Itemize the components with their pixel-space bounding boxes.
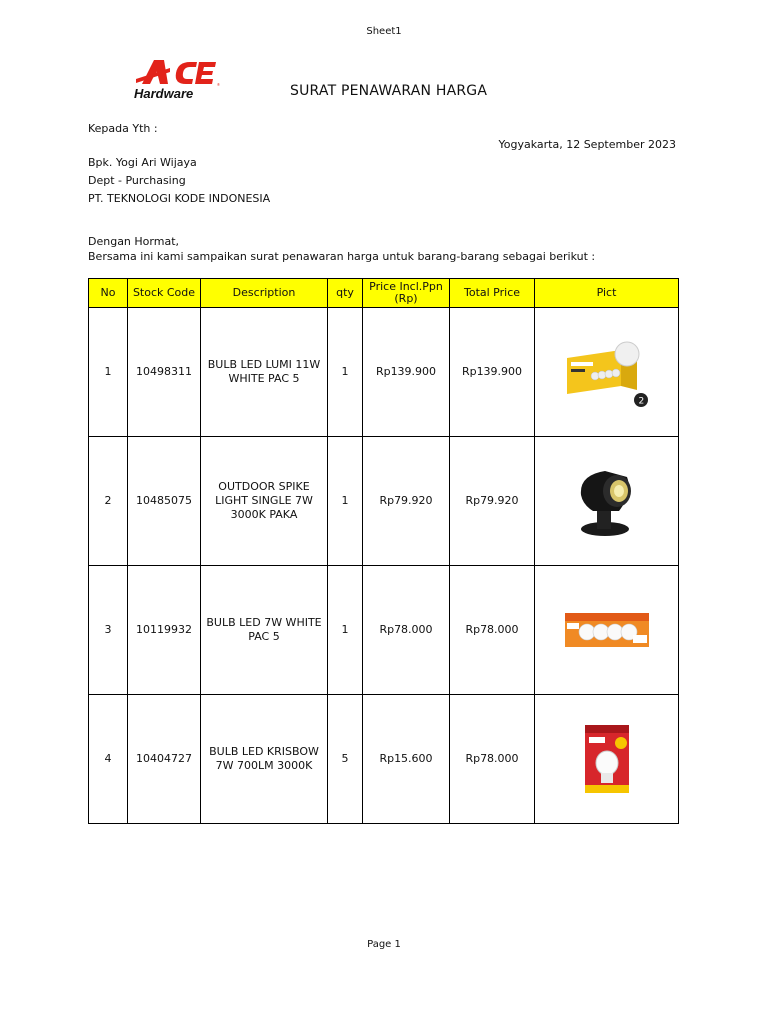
header-total-price: Total Price <box>450 279 535 308</box>
table-row <box>89 695 679 824</box>
table-row <box>89 566 679 695</box>
cell-pict <box>535 437 679 566</box>
svg-text:2: 2 <box>638 396 644 407</box>
cell-price: Rp78.000 <box>363 566 450 695</box>
cell-stock-code: 10485075 <box>128 437 201 566</box>
cell-no: 3 <box>89 566 128 695</box>
cell-price: Rp15.600 <box>363 695 450 824</box>
led-bulb-pack-box-image <box>561 336 653 408</box>
svg-text:®: ® <box>217 82 220 87</box>
price-offer-table <box>88 278 679 824</box>
recipient-name: Bpk. Yogi Ari Wijaya <box>88 156 197 169</box>
recipient-dept: Dept - Purchasing <box>88 174 186 187</box>
krisbow-bulb-box-image <box>581 721 633 797</box>
cell-total-price: Rp78.000 <box>450 566 535 695</box>
cell-pict <box>535 566 679 695</box>
header-pict: Pict <box>535 279 679 308</box>
place-date: Yogyakarta, 12 September 2023 <box>498 138 676 151</box>
bulb-five-pack-image <box>563 605 651 655</box>
ace-hardware-logo <box>132 54 220 100</box>
table-row <box>89 437 679 566</box>
cell-description: BULB LED KRISBOW 7W 700LM 3000K <box>201 695 328 824</box>
svg-text:Hardware: Hardware <box>134 86 194 100</box>
cell-qty: 1 <box>328 566 363 695</box>
cell-no: 1 <box>89 308 128 437</box>
header-price: Price Incl.Ppn (Rp) <box>363 279 450 308</box>
recipient-block <box>88 154 270 208</box>
cell-stock-code: 10119932 <box>128 566 201 695</box>
greeting-block <box>88 234 595 264</box>
header-qty: qty <box>328 279 363 308</box>
cell-no: 2 <box>89 437 128 566</box>
cell-no: 4 <box>89 695 128 824</box>
cell-qty: 5 <box>328 695 363 824</box>
cell-stock-code: 10498311 <box>128 308 201 437</box>
page-number: Page 1 <box>367 939 401 950</box>
cell-description: OUTDOOR SPIKE LIGHT SINGLE 7W 3000K PAKA <box>201 437 328 566</box>
spike-light-image <box>567 459 647 543</box>
letter-title: SURAT PENAWARAN HARGA <box>290 83 488 99</box>
table-header-row <box>89 279 679 308</box>
addressee-label: Kepada Yth : <box>88 122 158 135</box>
header-stock-code: Stock Code <box>128 279 201 308</box>
cell-qty: 1 <box>328 308 363 437</box>
cell-total-price: Rp139.900 <box>450 308 535 437</box>
cell-pict <box>535 308 679 437</box>
table-row <box>89 308 679 437</box>
cell-qty: 1 <box>328 437 363 566</box>
sheet-label: Sheet1 <box>366 26 402 37</box>
cell-stock-code: 10404727 <box>128 695 201 824</box>
cell-pict <box>535 695 679 824</box>
greeting-salutation: Dengan Hormat, <box>88 235 179 248</box>
cell-total-price: Rp78.000 <box>450 695 535 824</box>
header-no: No <box>89 279 128 308</box>
cell-price: Rp139.900 <box>363 308 450 437</box>
cell-total-price: Rp79.920 <box>450 437 535 566</box>
cell-description: BULB LED 7W WHITE PAC 5 <box>201 566 328 695</box>
cell-description: BULB LED LUMI 11W WHITE PAC 5 <box>201 308 328 437</box>
cell-price: Rp79.920 <box>363 437 450 566</box>
greeting-intro: Bersama ini kami sampaikan surat penawaran harga untuk barang-barang sebagai berikut : <box>88 250 596 263</box>
recipient-company: PT. TEKNOLOGI KODE INDONESIA <box>88 192 271 205</box>
header-description: Description <box>201 279 328 308</box>
